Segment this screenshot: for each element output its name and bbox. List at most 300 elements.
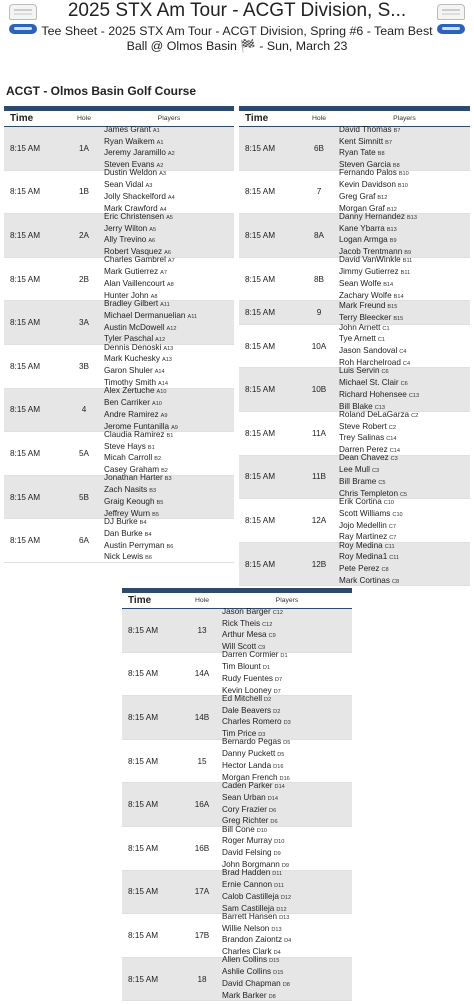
flight-code: D6	[270, 819, 278, 826]
player-entry	[222, 674, 288, 686]
table-row	[4, 168, 234, 215]
players-list	[102, 430, 173, 477]
player-name: Jacob Trentmann	[339, 247, 403, 257]
player-entry	[222, 836, 289, 848]
flight-code: B1	[166, 432, 174, 439]
flight-code: C13	[374, 404, 385, 411]
player-entry	[339, 497, 403, 509]
player-name: Will Scott	[222, 642, 257, 652]
course-heading: ACGT - Olmos Basin Golf Course	[6, 84, 197, 98]
player-name: Graig Keough	[104, 497, 155, 507]
flight-code: A10	[156, 389, 167, 396]
player-entry	[222, 805, 285, 817]
flight-code: A6	[164, 250, 171, 257]
flight-code: A13	[161, 357, 172, 364]
hole-number: 16B	[194, 843, 210, 853]
player-entry	[104, 343, 173, 355]
table-row	[239, 255, 470, 302]
player-name: Jerry Wilton	[104, 223, 148, 233]
time-column-header: Time	[128, 595, 152, 606]
player-name: Brad Hadden	[222, 868, 271, 878]
player-name: Dale Beavers	[222, 705, 272, 715]
player-entry	[222, 761, 290, 773]
player-entry	[339, 433, 418, 445]
player-entry	[104, 279, 175, 291]
player-name: Roh Harchelroad	[339, 357, 401, 367]
player-entry	[339, 521, 403, 533]
hole-number: 6B	[313, 143, 324, 153]
player-name: Tim Blount	[222, 662, 261, 672]
player-name: Lee Mull	[339, 465, 370, 475]
player-name: Charles Gambrel	[104, 255, 166, 265]
player-entry	[339, 564, 399, 576]
hole-number: 11B	[312, 472, 326, 482]
player-name: Terry Bleecker	[339, 312, 392, 322]
flight-code: D1	[262, 665, 270, 672]
hole-number: 7	[316, 187, 322, 197]
player-name: Dustin Weldon	[104, 168, 158, 178]
player-entry	[222, 781, 285, 793]
flight-code: D4	[284, 938, 292, 945]
player-entry	[104, 267, 175, 279]
player-entry	[104, 410, 178, 422]
table-row	[239, 168, 470, 215]
player-name: Alex Zertuche	[104, 386, 155, 396]
player-entry	[339, 509, 403, 521]
tee-time: 8:15 AM	[10, 536, 41, 546]
player-entry	[339, 137, 400, 149]
flight-code: C4	[402, 360, 411, 367]
player-name: Ernie Cannon	[222, 880, 273, 890]
tee-time: 8:15 AM	[128, 974, 159, 984]
player-name: John Arnett	[339, 322, 381, 332]
player-entry	[339, 148, 400, 160]
tee-time: 8:15 AM	[128, 930, 159, 940]
players-list	[102, 168, 175, 215]
player-entry	[222, 967, 290, 979]
hole-number: 14B	[194, 712, 210, 722]
player-name: Willie Nelson	[222, 923, 270, 933]
player-entry	[104, 497, 172, 509]
player-name: Roy Medina1	[339, 552, 388, 562]
table-row	[239, 453, 470, 500]
player-entry	[222, 706, 291, 718]
flight-code: B2	[161, 468, 168, 475]
player-entry	[339, 125, 400, 137]
table-row	[239, 322, 470, 369]
players-list	[220, 737, 290, 784]
player-entry	[222, 868, 291, 880]
hole-number: 5B	[78, 492, 89, 502]
hole-number: 3B	[78, 361, 89, 371]
player-entry	[104, 299, 197, 311]
players-list	[337, 168, 409, 215]
player-name: Rudy Fuentes	[222, 673, 273, 683]
player-name: Micah Carroll	[104, 453, 153, 463]
flight-code: B10	[397, 183, 408, 190]
player-name: Hunter John	[104, 290, 149, 300]
flight-code: A11	[187, 313, 198, 320]
player-entry	[339, 465, 407, 477]
player-entry	[104, 323, 197, 335]
table-row	[122, 955, 352, 1002]
hole-number: 1B	[78, 187, 89, 197]
player-name: Charles Clark	[222, 947, 272, 957]
flight-code: B14	[383, 282, 394, 289]
player-entry	[339, 180, 409, 192]
flight-code: C11	[384, 543, 395, 550]
player-name: Caden Parker	[222, 781, 273, 791]
player-name: Sean Wolfe	[339, 279, 382, 289]
flight-code: B7	[385, 139, 392, 146]
tee-time: 8:15 AM	[128, 800, 159, 810]
player-name: Tye Arnett	[339, 334, 376, 344]
tee-sheet-table-3	[122, 588, 352, 1001]
player-entry	[222, 825, 289, 837]
player-name: Tyler Paschal	[104, 334, 154, 344]
flight-code: A7	[167, 258, 175, 265]
table-row	[122, 693, 352, 740]
table-row	[122, 737, 352, 784]
table-row	[239, 496, 470, 543]
flight-code: A2	[156, 163, 164, 170]
table-row	[122, 650, 352, 697]
tee-time: 8:15 AM	[10, 318, 41, 328]
tee-time: 8:15 AM	[128, 625, 159, 635]
flight-code: D4	[273, 950, 281, 957]
player-entry	[339, 552, 399, 564]
flight-code: B9	[389, 238, 397, 245]
hole-column-header: Hole	[312, 115, 326, 122]
flight-code: A1	[156, 139, 164, 146]
flight-code: C5	[378, 479, 386, 486]
players-list	[337, 255, 412, 302]
player-name: Ashlie Collins	[222, 967, 272, 977]
player-entry	[222, 924, 291, 936]
flight-code: D13	[271, 926, 282, 933]
flight-code: A12	[155, 337, 166, 344]
flight-code: D12	[276, 906, 287, 913]
flight-code: C13	[408, 392, 420, 399]
flight-code: B11	[402, 258, 413, 265]
player-name: Austin McDowell	[104, 322, 165, 332]
hole-number: 12A	[311, 516, 327, 526]
page-header	[0, 0, 474, 80]
players-list	[220, 694, 291, 741]
player-name: Steve Hays	[104, 441, 146, 451]
flight-code: C8	[391, 578, 400, 585]
page-title: 2025 STX Am Tour - ACGT Division, S...	[67, 0, 407, 21]
flight-code: B6	[145, 555, 152, 562]
player-name: Hector Landa	[222, 761, 272, 771]
player-name: Mark Barker	[222, 990, 267, 1000]
table-row	[122, 606, 352, 653]
player-name: Mark Gutierrez	[104, 267, 159, 277]
player-name: Ben Carriker	[104, 398, 150, 408]
tee-time: 8:15 AM	[128, 887, 159, 897]
player-entry	[104, 168, 175, 180]
player-entry	[104, 224, 173, 236]
flight-code: A9	[160, 412, 168, 419]
player-name: Steven Garcia	[339, 160, 391, 170]
player-name: Darren Cormier	[222, 650, 279, 660]
tee-time: 8:15 AM	[10, 143, 41, 153]
player-name: DJ Burke	[104, 517, 138, 527]
player-entry	[222, 749, 290, 761]
flight-code: B6	[166, 543, 174, 550]
player-name: David VanWinkle	[339, 255, 401, 265]
tee-time: 8:15 AM	[245, 559, 276, 569]
player-name: Roy Medina	[339, 540, 383, 550]
player-entry	[339, 453, 407, 465]
flight-code: C8	[381, 567, 389, 574]
flight-code: C6	[400, 380, 408, 387]
tee-time: 8:15 AM	[10, 405, 41, 415]
players-list	[220, 825, 289, 872]
player-name: James Grant	[104, 124, 151, 134]
hole-number: 12B	[311, 559, 327, 569]
player-entry	[222, 737, 290, 749]
player-name: Eric Christensen	[104, 211, 165, 221]
players-list	[102, 343, 173, 390]
player-name: Jeremy Jaramillo	[104, 148, 166, 158]
flight-code: D11	[272, 871, 283, 878]
player-name: Michael Dermanuelian	[104, 310, 186, 320]
tee-time: 8:15 AM	[128, 843, 159, 853]
player-name: Jeffrey Wurn	[104, 508, 151, 518]
player-entry	[339, 279, 412, 291]
players-list	[220, 912, 291, 959]
player-entry	[222, 955, 290, 967]
flight-code: B4	[139, 520, 147, 527]
flight-code: C12	[272, 609, 283, 616]
player-name: Zach Nasits	[104, 485, 148, 495]
player-name: Dean Chavez	[339, 453, 389, 463]
player-entry	[339, 267, 412, 279]
player-name: Bill Cone	[222, 824, 255, 834]
flight-code: B5	[156, 500, 164, 507]
player-name: Allen Collins	[222, 955, 268, 965]
hole-number: 16A	[194, 800, 210, 810]
player-name: Sam Castilleja	[222, 903, 275, 913]
flight-code: A8	[150, 293, 158, 300]
flight-code: B10	[398, 171, 409, 178]
players-list	[102, 473, 172, 520]
player-name: David Chapman	[222, 979, 281, 989]
tee-sheet-table-1	[4, 106, 234, 563]
player-entry	[104, 541, 173, 553]
flight-code: A14	[154, 369, 165, 376]
hole-number: 6A	[78, 536, 89, 546]
flight-code: D7	[274, 676, 283, 683]
flight-code: D3	[258, 732, 266, 739]
player-name: Morgan French	[222, 772, 278, 782]
player-entry	[339, 168, 409, 180]
player-name: Scott Williams	[339, 508, 391, 518]
player-name: Bill Brame	[339, 476, 377, 486]
player-entry	[104, 137, 175, 149]
flight-code: D10	[274, 839, 285, 846]
flight-code: D8	[282, 982, 290, 989]
table-row	[239, 540, 470, 587]
player-name: Ally Trevino	[104, 235, 147, 245]
flight-code: B4	[144, 531, 152, 538]
players-list	[337, 323, 410, 370]
hole-number: 8B	[313, 274, 324, 284]
flight-code: B11	[400, 270, 411, 277]
player-name: Andre Ramirez	[104, 409, 159, 419]
tee-time: 8:15 AM	[10, 230, 41, 240]
flight-code: D3	[283, 720, 291, 727]
player-name: Logan Armga	[339, 235, 388, 245]
player-name: Greg Graf	[339, 191, 376, 201]
player-name: Mark Kuchesky	[104, 354, 160, 364]
player-name: Barrett Hansen	[222, 911, 278, 921]
players-list	[102, 255, 175, 302]
flight-code: D2	[264, 696, 272, 703]
player-name: Sean Urban	[222, 792, 266, 802]
player-name: Claudia Ramirez	[104, 429, 165, 439]
player-entry	[104, 473, 172, 485]
player-entry	[104, 517, 173, 529]
tee-time: 8:15 AM	[245, 143, 276, 153]
player-entry	[104, 398, 178, 410]
flight-code: D11	[274, 883, 284, 890]
player-name: David Felsing	[222, 848, 272, 858]
player-name: Mark Freund	[339, 300, 386, 310]
flight-code: A14	[158, 381, 168, 388]
flight-code: D10	[256, 827, 268, 834]
flight-code: D8	[268, 993, 276, 1000]
player-entry	[339, 366, 419, 378]
flight-code: A9	[171, 424, 178, 431]
player-name: Steve Robert	[339, 421, 387, 431]
table-row	[239, 211, 470, 258]
player-name: Jonathan Harter	[104, 473, 163, 483]
flight-code: B13	[407, 214, 417, 221]
player-name: Kane Ybarra	[339, 223, 385, 233]
player-name: Robert Vasquez	[104, 247, 163, 257]
tee-time: 8:15 AM	[245, 230, 276, 240]
player-entry	[339, 410, 418, 422]
player-entry	[104, 180, 175, 192]
player-name: Rick Theis	[222, 618, 261, 628]
table-row	[4, 342, 234, 389]
hole-number: 2B	[78, 274, 89, 284]
player-entry	[222, 607, 283, 619]
flight-code: C5	[400, 491, 408, 498]
hole-number: 9	[316, 308, 322, 318]
flight-code: A7	[160, 270, 167, 277]
player-entry	[104, 552, 173, 564]
player-name: Mark Cortinas	[339, 575, 390, 585]
flight-code: B2	[154, 456, 162, 463]
player-entry	[222, 892, 291, 904]
flight-code: B3	[149, 488, 157, 495]
table-row	[122, 868, 352, 915]
player-entry	[222, 662, 288, 674]
player-entry	[104, 255, 175, 267]
player-entry	[339, 378, 419, 390]
player-name: Trey Salinas	[339, 433, 385, 443]
table-row	[122, 911, 352, 958]
player-name: Ray Martinez	[339, 532, 388, 542]
flight-code: C1	[382, 325, 390, 332]
player-entry	[104, 386, 178, 398]
player-name: Ryan Waikem	[104, 136, 155, 146]
players-column-header: Players	[157, 115, 181, 122]
player-name: Danny Hernandez	[339, 211, 405, 221]
flight-code: A1	[152, 127, 160, 134]
flight-code: C11	[389, 555, 400, 562]
players-list	[220, 650, 288, 697]
hole-number: 14A	[194, 669, 210, 679]
player-entry	[104, 354, 173, 366]
hole-column-header: Hole	[77, 115, 91, 122]
player-entry	[339, 576, 399, 588]
player-entry	[104, 125, 175, 137]
hole-number: 10B	[311, 385, 327, 395]
tee-time: 8:15 AM	[10, 274, 41, 284]
flight-code: B7	[393, 127, 401, 134]
player-entry	[222, 630, 283, 642]
player-name: Dennis Denoski	[104, 342, 162, 352]
player-name: Tim Price	[222, 729, 257, 739]
hole-number: 8A	[313, 230, 324, 240]
players-list	[220, 868, 291, 915]
tee-time: 8:15 AM	[10, 187, 41, 197]
tee-time: 8:15 AM	[10, 361, 41, 371]
time-column-header: Time	[10, 113, 34, 124]
hole-number: 5A	[78, 448, 89, 458]
players-list	[102, 299, 197, 346]
table-row	[4, 255, 234, 302]
tee-time: 8:15 AM	[245, 274, 276, 284]
flight-code: D9	[281, 863, 289, 870]
player-entry	[222, 935, 291, 947]
table-row	[239, 301, 470, 325]
hole-column-header: Hole	[195, 597, 209, 604]
player-name: Austin Perryman	[104, 540, 165, 550]
flight-code: D9	[273, 851, 281, 858]
player-name: Roger Murray	[222, 836, 273, 846]
players-list	[102, 517, 173, 564]
hole-number: 15	[197, 756, 207, 766]
player-name: Michael St. Clair	[339, 377, 399, 387]
player-name: Mark Crawford	[104, 203, 158, 213]
flight-code: D12	[280, 894, 292, 901]
flight-code: B14	[393, 293, 404, 300]
flight-code: A4	[167, 194, 175, 201]
flight-code: D14	[274, 784, 285, 791]
player-entry	[339, 235, 417, 247]
hole-number: 13	[197, 625, 207, 635]
player-name: Morgan Graf	[339, 203, 385, 213]
flight-code: A8	[166, 282, 174, 289]
player-name: Garon Shuler	[104, 366, 153, 376]
flight-code: D16	[279, 775, 290, 782]
player-entry	[339, 334, 410, 346]
flight-code: A4	[159, 206, 167, 213]
hole-number: 10A	[311, 341, 327, 351]
flight-code: C3	[371, 468, 380, 475]
player-entry	[104, 148, 175, 160]
tee-time: 8:15 AM	[245, 516, 276, 526]
tee-time: 8:15 AM	[245, 308, 276, 318]
flight-code: B15	[387, 303, 398, 310]
table-row	[4, 429, 234, 476]
player-name: Sean Vidal	[104, 180, 144, 190]
